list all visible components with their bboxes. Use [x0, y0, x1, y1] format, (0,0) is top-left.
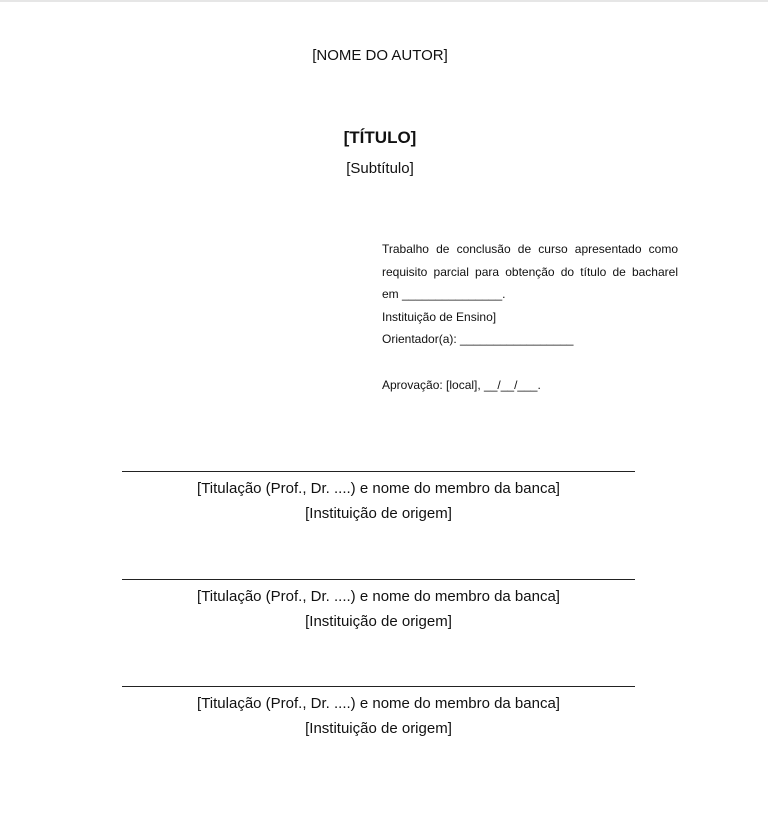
board-member-name: [Titulação (Prof., Dr. ....) e nome do membro da banca]: [197, 480, 560, 497]
board-member-institution: [Instituição de origem]: [305, 613, 452, 630]
approval-line: Aprovação: [local], __/__/___.: [382, 378, 541, 392]
board-member-name: [Titulação (Prof., Dr. ....) e nome do membro da banca]: [197, 588, 560, 605]
signature-block: [122, 471, 635, 522]
board-member-institution: [Instituição de origem]: [305, 720, 452, 737]
institution-line: Instituição de Ensino]: [382, 309, 497, 324]
author-name: [NOME DO AUTOR]: [312, 47, 448, 64]
presentation-line: Trabalho de conclusão de curso apresentado como: [382, 242, 678, 256]
document-title: [TÍTULO]: [343, 128, 417, 147]
signature-line: [122, 471, 635, 472]
page-top-edge: [0, 0, 768, 2]
presentation-line: em _______________.: [382, 287, 506, 301]
advisor-line: Orientador(a): _________________: [382, 332, 574, 346]
signature-line: [122, 686, 635, 687]
presentation-line: requisito parcial para obtenção do título de bacharel: [382, 264, 678, 279]
document-subtitle: [Subtítulo]: [346, 160, 414, 177]
board-member-name: [Titulação (Prof., Dr. ....) e nome do membro da banca]: [197, 695, 560, 712]
signature-line: [122, 579, 635, 580]
presentation-paragraph: [382, 238, 678, 351]
signature-block: [122, 686, 635, 737]
board-member-institution: [Instituição de origem]: [305, 505, 452, 522]
signature-block: [122, 579, 635, 630]
